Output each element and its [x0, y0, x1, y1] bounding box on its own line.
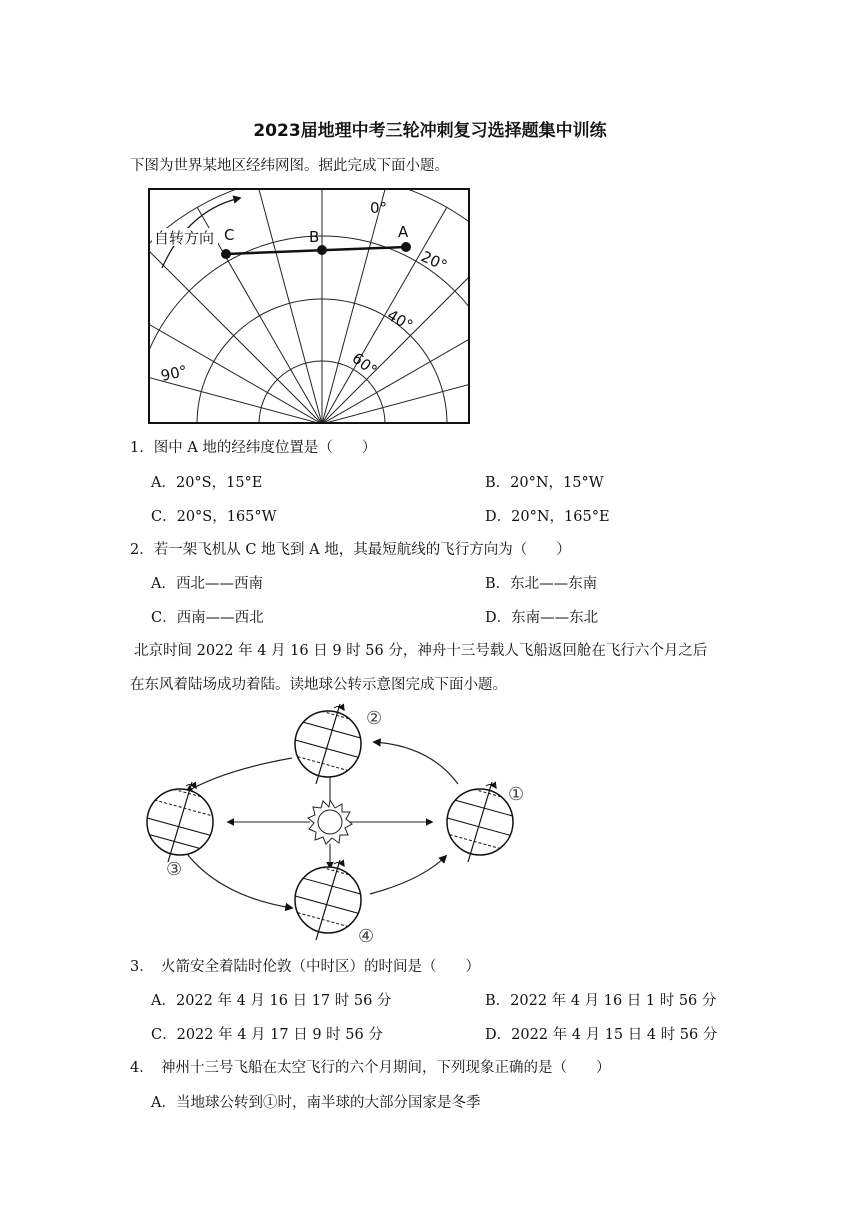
point-c	[221, 249, 231, 259]
label-c: C	[224, 226, 235, 244]
question-1-stem: 1．图中 A 地的经纬度位置是（ ）	[130, 440, 377, 456]
graticule-lines	[148, 188, 470, 424]
label-lat-60: 60°	[348, 348, 381, 380]
question-3-option-b: B．2022 年 4 月 16 日 1 时 56 分	[485, 993, 717, 1009]
graticule-map	[148, 188, 470, 424]
orbit-label-1: ①	[508, 784, 525, 805]
earth-position-2	[288, 702, 368, 784]
intro-text-2-line-2: 在东风着陆场成功着陆。读地球公转示意图完成下面小题。	[130, 677, 507, 693]
point-b	[317, 245, 327, 255]
label-a: A	[398, 223, 409, 241]
question-2-option-d: D．东南——东北	[485, 610, 599, 626]
intro-text-1: 下图为世界某地区经纬网图。据此完成下面小题。	[130, 158, 449, 174]
label-lat-40: 40°	[384, 305, 417, 335]
question-3-stem: 3． 火箭安全着陆时伦敦（中时区）的时间是（ ）	[130, 959, 480, 975]
sun-icon	[308, 800, 352, 844]
earth-position-4	[288, 858, 368, 940]
label-b: B	[309, 228, 320, 246]
point-a	[401, 242, 411, 252]
question-2-stem: 2．若一架飞机从 C 地飞到 A 地，其最短航线的飞行方向为（ ）	[130, 542, 571, 558]
orbit-label-2: ②	[366, 708, 383, 729]
label-lon-90: 90°	[159, 361, 189, 385]
earth-position-3	[140, 780, 220, 862]
orbit-label-4: ④	[358, 926, 375, 947]
earth-orbit-diagram	[140, 700, 540, 948]
label-lat-20: 20°	[418, 247, 451, 275]
question-4-option-a-prefix: A．当地球公转到	[151, 1095, 263, 1111]
question-1-option-b: B．20°N，15°W	[485, 475, 604, 491]
flight-line-c-a	[226, 247, 406, 254]
label-lon-0: 0°	[370, 199, 388, 217]
question-3-option-d: D．2022 年 4 月 15 日 4 时 56 分	[485, 1027, 718, 1043]
question-2-option-a: A．西北——西南	[151, 576, 263, 592]
map-frame	[149, 189, 469, 423]
question-2-option-b: B．东北——东南	[485, 576, 598, 592]
question-3-option-a: A．2022 年 4 月 16 日 17 时 56 分	[151, 993, 392, 1009]
question-1-option-d: D．20°N，165°E	[485, 509, 610, 525]
question-2-option-c: C．西南——西北	[151, 610, 264, 626]
intro-text-2-line-1: 北京时间 2022 年 4 月 16 日 9 时 56 分，神舟十三号载人飞船返回舱在飞行六个月之后	[134, 643, 708, 659]
question-1-option-a: A．20°S，15°E	[151, 475, 263, 491]
question-4-option-a-circled: ①	[262, 1095, 278, 1111]
question-4-stem: 4． 神州十三号飞船在太空飞行的六个月期间，下列现象正确的是（ ）	[130, 1060, 611, 1076]
question-1-option-c: C．20°S，165°W	[151, 509, 277, 525]
question-4-option-a-suffix: 时，南半球的大部分国家是冬季	[277, 1095, 481, 1111]
question-3-option-c: C．2022 年 4 月 17 日 9 时 56 分	[151, 1027, 383, 1043]
question-4-option-a	[151, 1093, 480, 1113]
page-title: 2023届地理中考三轮冲刺复习选择题集中训练	[253, 121, 607, 141]
orbit-label-3: ③	[166, 859, 183, 880]
rotation-label: 自转方向	[154, 229, 215, 247]
